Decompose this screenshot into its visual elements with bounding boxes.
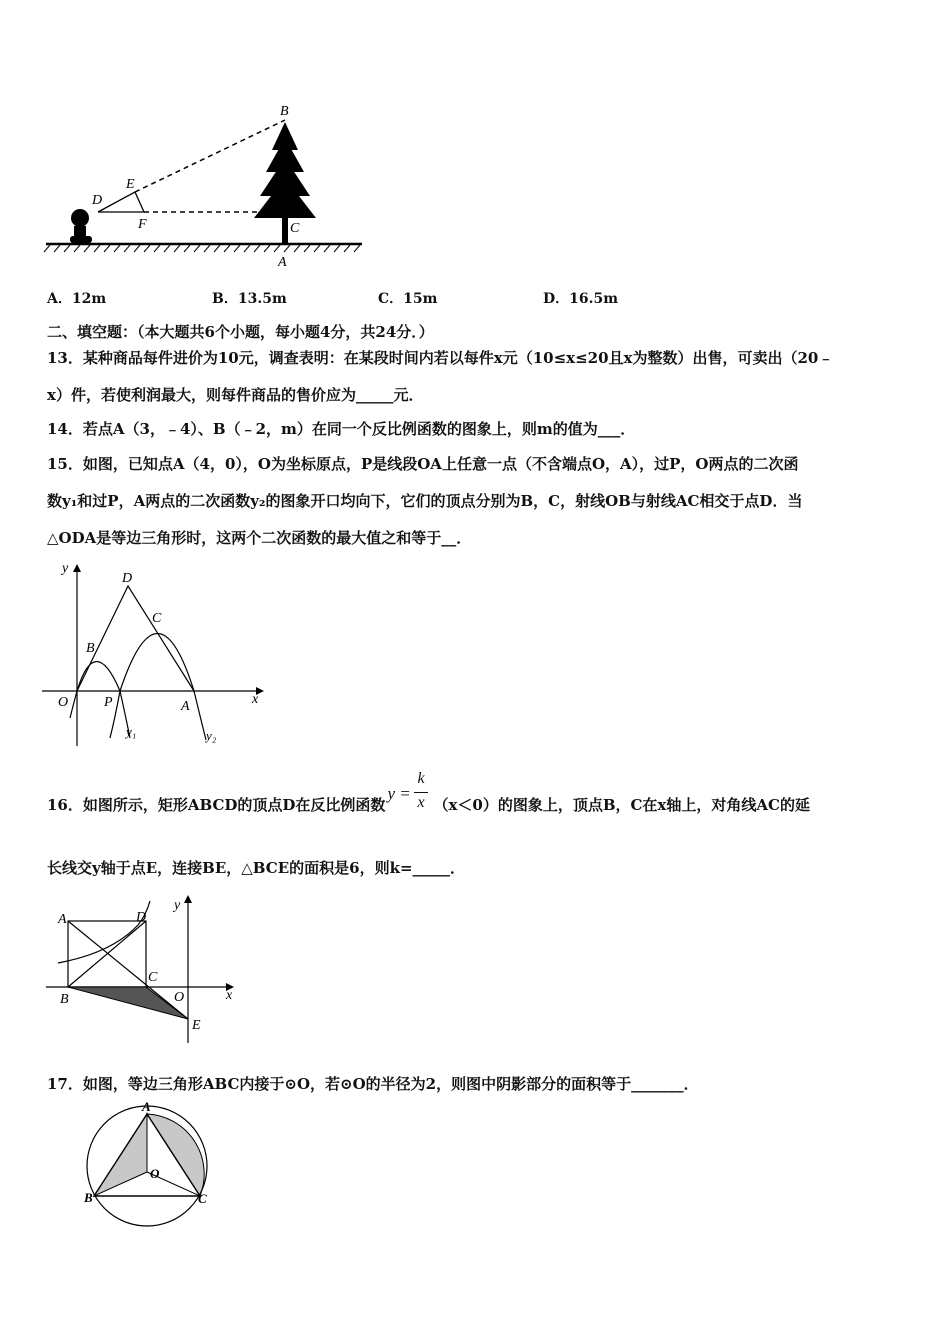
label-A: A <box>142 1100 151 1114</box>
label-D: D <box>92 193 103 208</box>
q17-line1: 17．如图，等边三角形ABC内接于⊙O，若⊙O的半径为2，则图中阴影部分的面积等于_______． <box>47 1075 699 1093</box>
label-A: A <box>58 912 67 927</box>
q16-line1: 16．如图所示，矩形ABCD的顶点D在反比例函数 y = k x （x＜0）的图象上，顶点B，C在x轴上，对角线AC的延 <box>47 770 810 814</box>
label-D: D <box>136 910 147 925</box>
tree-measurement-figure <box>40 100 370 270</box>
q16-line2: 长线交y轴于点E，连接BE，△BCE的面积是6，则k=_____． <box>47 859 466 877</box>
person-icon <box>70 209 92 243</box>
label-E: E <box>126 177 135 192</box>
label-y: y <box>62 561 69 576</box>
label-B: B <box>280 104 289 119</box>
label-y1: y₁ <box>126 724 137 739</box>
label-C: C <box>152 611 162 626</box>
label-y2: y₂ <box>206 728 217 743</box>
q14-line1: 14．若点A（3，﹣4）、B（﹣2，m）在同一个反比例函数的图象上，则m的值为___． <box>47 420 636 438</box>
label-B: B <box>86 641 95 656</box>
label-O: O <box>58 695 69 710</box>
label-P: P <box>104 695 113 710</box>
choice-b: B．13.5m <box>212 291 287 307</box>
tree-icon <box>254 122 316 244</box>
section-heading: 二、填空题：（本大题共6个小题，每小题4分，共24分．） <box>47 323 434 341</box>
label-O: O <box>174 990 185 1005</box>
label-y: y <box>174 898 181 913</box>
q15-line3: △ODA是等边三角形时，这两个二次函数的最大值之和等于__． <box>47 529 472 547</box>
label-A: A <box>278 255 287 270</box>
label-C: C <box>148 970 158 985</box>
label-D: D <box>122 571 133 586</box>
label-B: B <box>84 1190 93 1205</box>
q13-line1: 13．某种商品每件进价为10元，调查表明：在某段时间内若以每件x元（10≤x≤20且x为整数）出售，可卖出（20﹣ <box>47 349 834 367</box>
label-x: x <box>226 988 233 1003</box>
choice-d: D．16.5m <box>543 291 619 307</box>
label-E: E <box>192 1018 201 1033</box>
q13-line2: x）件，若使利润最大，则每件商品的售价应为_____元． <box>47 386 424 404</box>
parabola-figure <box>40 558 270 750</box>
label-C: C <box>290 221 300 236</box>
formula: y = k x <box>385 796 433 816</box>
rectangle-figure <box>42 893 242 1045</box>
label-F: F <box>138 217 147 232</box>
label-A: A <box>181 699 190 714</box>
circle-figure <box>80 1100 220 1230</box>
label-B: B <box>60 992 69 1007</box>
label-x: x <box>252 692 259 707</box>
choice-c: C．15m <box>378 291 438 307</box>
q15-line1: 15．如图，已知点A（4，0），O为坐标原点，P是线段OA上任意一点（不含端点O，A），过P，O两点的二次函 <box>47 455 799 473</box>
choice-a: A．12m <box>47 291 107 307</box>
q15-line2: 数y₁和过P，A两点的二次函数y₂的图象开口均向下，它们的顶点分别为B，C，射线OB与射线AC相交于点D．当 <box>47 492 803 510</box>
label-O: O <box>150 1166 160 1181</box>
label-C: C <box>198 1191 207 1206</box>
